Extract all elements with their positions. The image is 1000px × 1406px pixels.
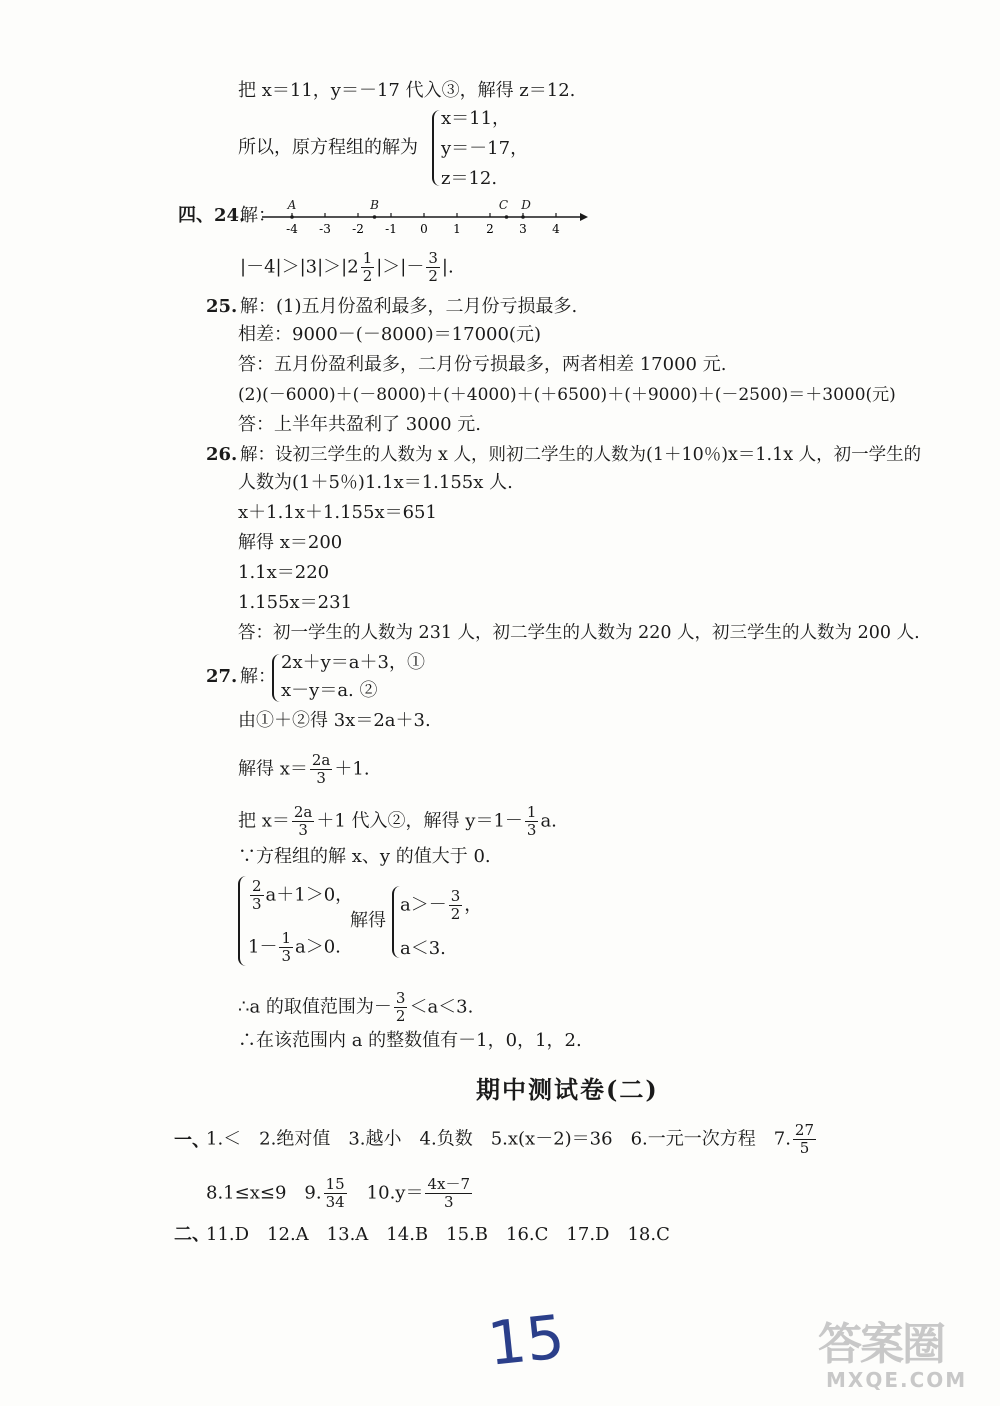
watermark-site: MXQE.COM xyxy=(826,1368,968,1392)
q26-line-5: 1.1x＝220 xyxy=(238,562,330,583)
sys1-y: y＝－17， xyxy=(441,138,529,159)
q27-ineq-2: 1－ $\frac{1}{3}$ a＞0. xyxy=(248,929,341,965)
q24-part-c: |. xyxy=(441,256,454,278)
brace-inequality-system xyxy=(238,876,248,966)
q27-eq-1: 2x＋y＝a＋3，① xyxy=(281,652,425,673)
fraction-15-34: $\frac{15}{34}$ xyxy=(325,1175,345,1211)
number-line-tick-label: 4 xyxy=(552,222,560,236)
number-line-point-label: C xyxy=(498,198,509,212)
fraction-1-3: $\frac{1}{3}$ xyxy=(526,803,537,839)
q24-part-a: |－4|＞|3|＞|2 xyxy=(240,256,359,278)
fraction-2a-3-b: $\frac{2a}{3}$ xyxy=(293,803,313,839)
q26-line-1: 解：设初三学生的人数为 x 人，则初二学生的人数为(1＋10％)x＝1.1x 人，初一学生的 xyxy=(240,445,922,465)
number-line-point-label: D xyxy=(521,198,531,212)
q27-label: 解： xyxy=(240,666,276,687)
q27-line-5: ∴a 的取值范围为－ $\frac{3}{2}$ ＜a＜3. xyxy=(238,989,474,1025)
number-line xyxy=(262,193,592,241)
number-line-point xyxy=(290,215,294,219)
line-solution-intro: 所以，原方程组的解为 xyxy=(238,137,418,158)
q25-number: 25. xyxy=(206,296,238,317)
watermark-logo xyxy=(818,1308,990,1398)
fraction-2-3: $\frac{2}{3}$ xyxy=(252,877,262,913)
part1-row-1: 1.＜ 2.绝对值 3.越小 4.负数 5.x(x－2)＝36 6.一元一次方程 7. $\frac{27}{5}$ xyxy=(206,1121,815,1157)
sys1-z: z＝12. xyxy=(441,168,498,189)
q27-line-6: ∴在该范围内 a 的整数值有－1，0，1，2. xyxy=(238,1030,582,1051)
q25-line-3: 答：五月份盈利最多，二月份亏损最多，两者相差 17000 元. xyxy=(238,354,727,375)
part1-head: 一、 xyxy=(174,1130,210,1151)
number-line-tick-label: -4 xyxy=(286,222,298,236)
number-line-point xyxy=(521,215,525,219)
q24-number: 四、24. xyxy=(178,205,246,226)
sys1-x: x＝11， xyxy=(441,108,511,129)
number-line-tick-label: -2 xyxy=(352,222,364,236)
fraction-4x7-3: $\frac{4x-7}{3}$ xyxy=(427,1175,471,1211)
q25-line-4: (2)(－6000)＋(－8000)＋(＋4000)＋(＋6500)＋(＋9000)＋(－2500)＝＋3000(元) xyxy=(238,385,896,405)
q24-comparison xyxy=(240,250,454,285)
number-line-tick-label: -1 xyxy=(385,222,397,236)
part2-row: 11.D 12.A 13.A 14.B 15.B 16.C 17.D 18.C xyxy=(206,1224,670,1245)
watermark-icon-text: 答案圈 xyxy=(818,1319,944,1370)
q26-line-6: 1.155x＝231 xyxy=(238,592,353,613)
part2-head: 二、 xyxy=(174,1224,210,1245)
fraction-2a-3: $\frac{2a}{3}$ xyxy=(311,751,331,787)
fraction-1-3-b: $\frac{1}{3}$ xyxy=(281,929,291,965)
q27-solve-label: 解得 xyxy=(350,910,386,931)
q27-ineq-1: $\frac{2}{3}$ a＋1＞0， xyxy=(252,877,354,913)
q27-line-4: ∵方程组的解 x、y 的值大于 0. xyxy=(238,846,491,867)
line-substitute-z: 把 x＝11，y＝－17 代入③，解得 z＝12. xyxy=(238,80,576,101)
q27-line-2: 解得 x＝ $\frac{2a}{3}$ ＋1. xyxy=(238,751,370,787)
q27-number: 27. xyxy=(206,666,238,687)
q27-result-1: a＞－ $\frac{3}{2}$ ， xyxy=(400,887,483,923)
section-title: 期中测试卷(二) xyxy=(476,1075,659,1104)
q26-line-3: x＋1.1x＋1.155x＝651 xyxy=(238,502,437,523)
number-line-tick-label: -3 xyxy=(319,222,331,236)
q26-line-4: 解得 x＝200 xyxy=(238,532,343,553)
fraction-3-2-b: $\frac{3}{2}$ xyxy=(450,887,461,923)
q27-line-3: 把 x＝ $\frac{2a}{3}$ ＋1 代入②，解得 y＝1－ $\frac{1}{3}$ a. xyxy=(238,803,557,839)
q27-line-1: 由①＋②得 3x＝2a＋3. xyxy=(238,710,431,731)
q24-label: 解： xyxy=(240,205,276,226)
q26-line-7: 答：初一学生的人数为 231 人，初二学生的人数为 220 人，初三学生的人数为 200 人. xyxy=(238,623,920,643)
part1-row-2: 8.1≤x≤9 9. $\frac{15}{34}$ 10.y＝ $\frac{4x-7}{3}$ xyxy=(206,1175,471,1211)
q27-eq-2: x－y＝a. ② xyxy=(281,680,378,701)
fraction-1-2: $\frac{1}{2}$ xyxy=(362,249,373,285)
number-line-tick-label: 1 xyxy=(453,222,461,236)
q26-number: 26. xyxy=(206,444,238,465)
fraction-27-5: $\frac{27}{5}$ xyxy=(794,1121,815,1157)
q26-line-2: 人数为(1＋5％)1.1x＝1.155x 人. xyxy=(238,472,513,493)
handwritten-page-number: 15 xyxy=(484,1302,568,1380)
fraction-3-2: $\frac{3}{2}$ xyxy=(428,249,438,285)
q24-part-b: |＞|－ xyxy=(376,256,425,278)
fraction-3-2-c: $\frac{3}{2}$ xyxy=(395,989,406,1025)
number-line-point-label: A xyxy=(287,198,297,212)
number-line-point xyxy=(373,215,377,219)
number-line-point xyxy=(505,215,509,219)
number-line-tick-label: 3 xyxy=(519,222,527,236)
q25-line-1: 解：(1)五月份盈利最多，二月份亏损最多. xyxy=(240,296,578,317)
number-line-tick-label: 2 xyxy=(486,222,494,236)
q25-line-5: 答：上半年共盈利了 3000 元. xyxy=(238,414,481,435)
number-line-point-label: B xyxy=(370,198,379,212)
q25-line-2: 相差：9000－(－8000)＝17000(元) xyxy=(238,324,541,345)
number-line-tick-label: 0 xyxy=(420,222,428,236)
q27-result-2: a＜3. xyxy=(400,938,446,959)
